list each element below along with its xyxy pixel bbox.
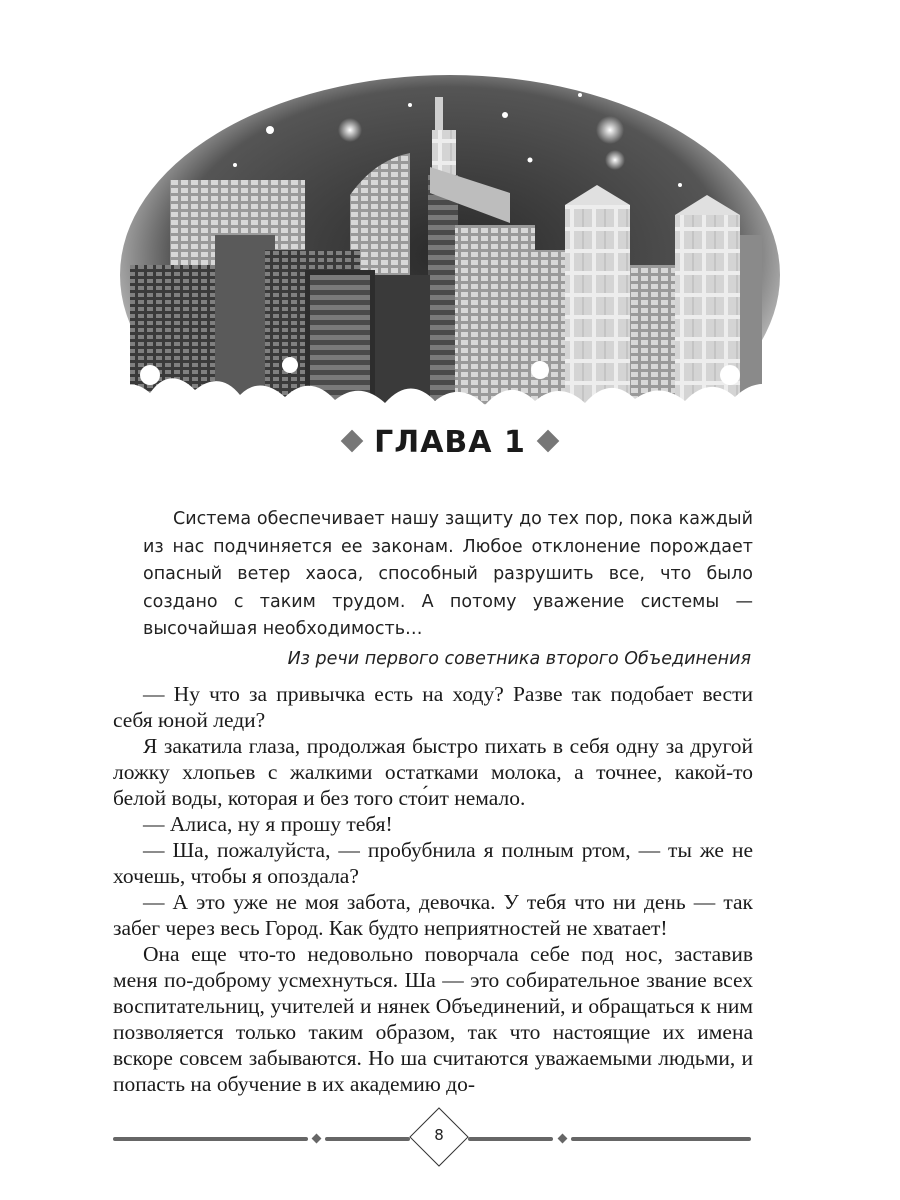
- page-number: 8: [434, 1126, 444, 1144]
- page-footer: [113, 1112, 753, 1166]
- paragraph: — Алиса, ну я прошу тебя!: [143, 812, 393, 836]
- paragraph: — Ша, пожалуйста, — пробубнила я полным ртом, — ты же не хочешь, чтобы я опоздала?: [113, 838, 753, 888]
- epigraph-text: Система обеспечивает нашу защиту до тех пор, пока каждый из нас подчиняется ее законам. Любое отклонение порождает опасный ветер хаоса, способный разрушить все, что было создано с таким трудом. А потому уважение системы — высочайшая необходимость…: [143, 509, 753, 639]
- footer-rule-left-inner: [325, 1137, 410, 1141]
- chapter-body: [113, 681, 753, 1097]
- paragraph: — Ну что за привычка есть на ходу? Разве так подобает вести себя юной леди?: [113, 682, 753, 732]
- epigraph-source: Из речи первого советника второго Объединения: [287, 648, 751, 669]
- footer-rule-right: [571, 1137, 751, 1141]
- epigraph: [143, 506, 753, 673]
- chapter-title: ГЛАВА 1: [374, 425, 526, 460]
- paragraph: Она еще что-то недовольно поворчала себе под нос, заставив меня по-доброму усмехнуться. Ша — это собирательное звание всех воспитательниц, учителей и нянек Объединений, и обращаться к ним позволяется только таким образом, так что настоящие их имена вскоре совсем забываются. Но ша считаются уважаемыми людьми, и попасть на обучение в их академию до-: [113, 942, 753, 1096]
- diamond-ornament-icon: [537, 429, 560, 452]
- footer-rule-right-inner: [468, 1137, 553, 1141]
- chapter-heading: [0, 425, 900, 460]
- paragraph: Я закатила глаза, продолжая быстро пихать в себя одну за другой ложку хлопьев с жалкими остатками молока, а точнее, какой-то белой воды, которая и без того сто́ит немало.: [113, 734, 753, 810]
- paragraph: — А это уже не моя забота, девочка. У тебя что ни день — так забег через весь Город. Как будто неприятностей не хватает!: [113, 890, 753, 940]
- ornament-dot-icon: [312, 1134, 322, 1144]
- footer-rule-left: [113, 1137, 308, 1141]
- ornament-dot-icon: [558, 1134, 568, 1144]
- diamond-ornament-icon: [341, 429, 364, 452]
